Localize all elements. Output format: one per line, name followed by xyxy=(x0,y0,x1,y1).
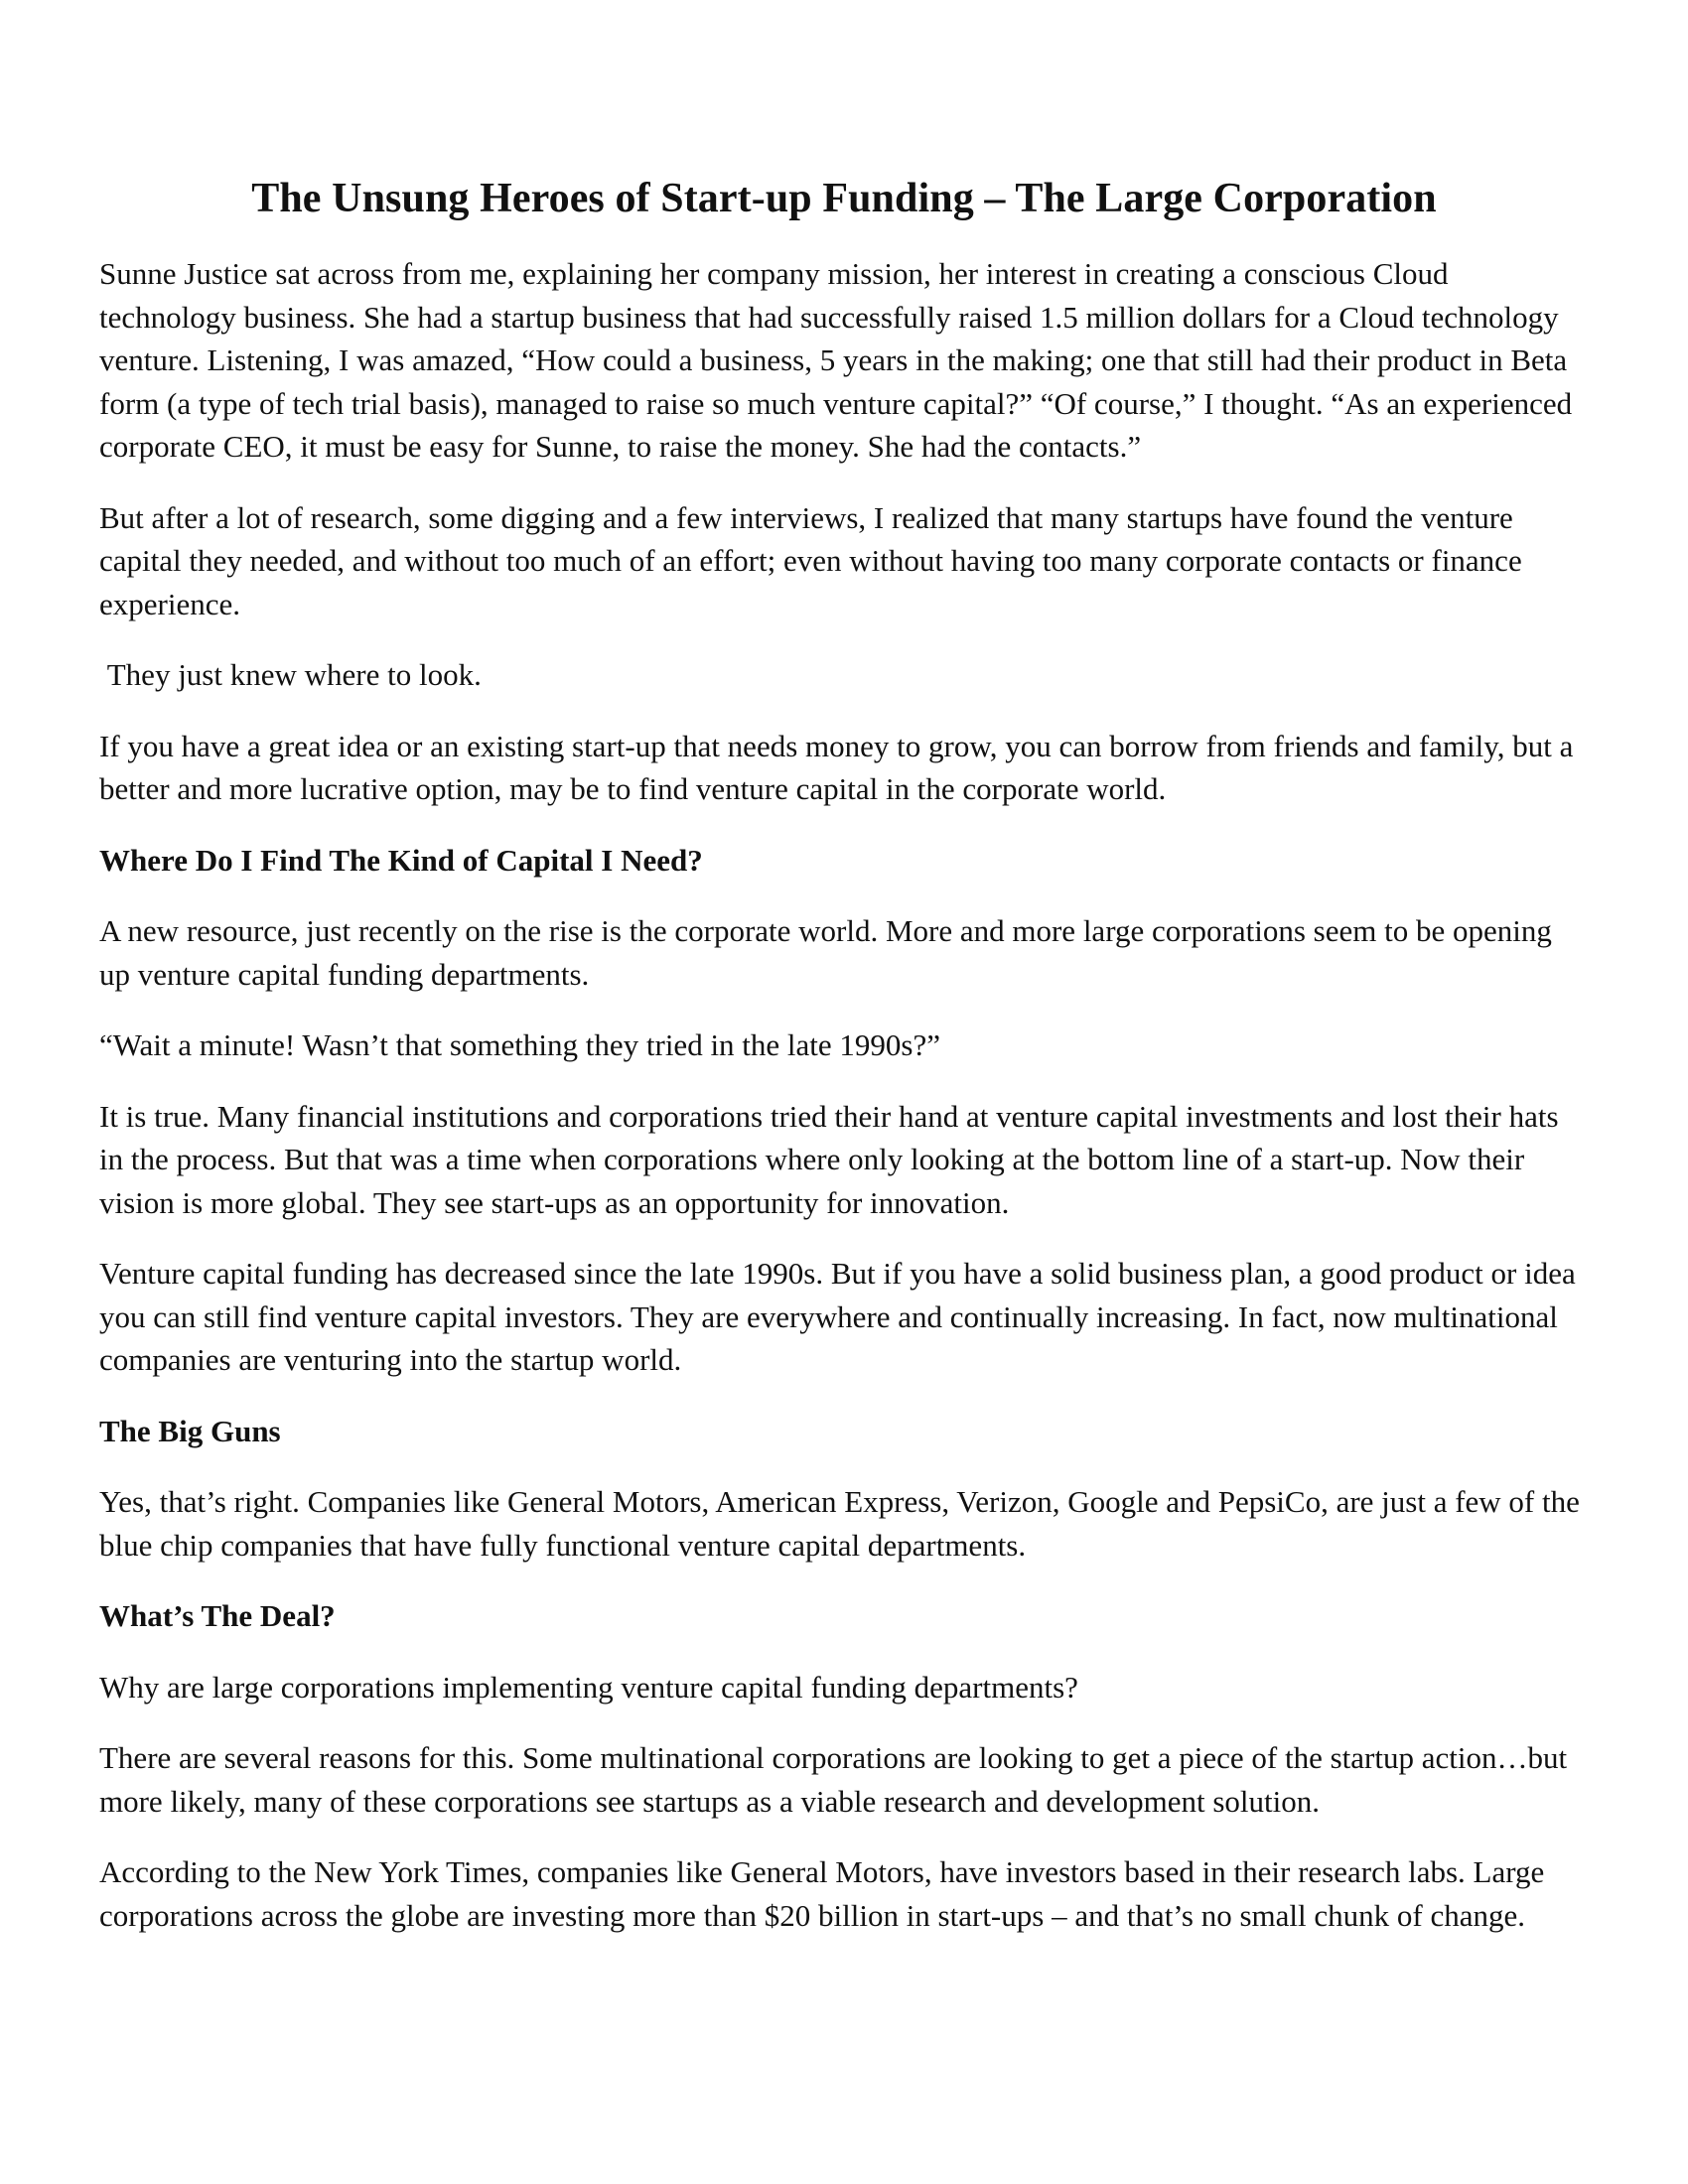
paragraph-it-is-true: It is true. Many financial institutions and corporations tried their hand at venture capital investments and lost their hats in the process. But that was a time when corporations where only looking at the bottom line of a start-up. Now their vision is more global. They see start-ups as an opportunity for innovation. xyxy=(99,1098,1559,1220)
paragraph-several-reasons: There are several reasons for this. Some multinational corporations are looking to get a piece of the startup action…but more likely, many of these corporations see startups as a viable research and development solution. xyxy=(99,1740,1568,1819)
section-heading-big-guns: The Big Guns xyxy=(99,1413,281,1448)
section-heading-where-find-capital: Where Do I Find The Kind of Capital I Need? xyxy=(99,842,703,878)
document-title: The Unsung Heroes of Start-up Funding – The Large Corporation xyxy=(251,176,1437,221)
paragraph-companies-like: Yes, that’s right. Companies like General Motors, American Express, Verizon, Google and PepsiCo, are just a few of the blue chip companies that have fully functional venture capital departments. xyxy=(99,1484,1580,1563)
paragraph-where-to-look: They just knew where to look. xyxy=(99,657,482,692)
paragraph-new-resource: A new resource, just recently on the rise is the corporate world. More and more large corporations seem to be opening up venture capital funding departments. xyxy=(99,913,1552,992)
paragraph-research: But after a lot of research, some digging and a few interviews, I realized that many startups have found the venture capital they needed, and without too much of an effort; even without having too many corporate contacts or finance experience. xyxy=(99,499,1522,621)
paragraph-great-idea: If you have a great idea or an existing start-up that needs money to grow, you can borrow from friends and family, but a better and more lucrative option, may be to find venture capital in the corporate world. xyxy=(99,728,1574,806)
section-heading-whats-the-deal: What’s The Deal? xyxy=(99,1598,336,1633)
paragraph-why-corporations: Why are large corporations implementing venture capital funding departments? xyxy=(99,1669,1078,1705)
paragraph-new-york-times: According to the New York Times, companies like General Motors, have investors based in their research labs. Large corporations across the globe are investing more than $20 billion in start-ups – and that’s no small chunk of change. xyxy=(99,1854,1545,1933)
paragraph-funding-decreased: Venture capital funding has decreased since the late 1990s. But if you have a solid business plan, a good product or idea you can still find venture capital investors. They are everywhere and continually increasing. In fact, now multinational companies are venturing into the startup world. xyxy=(99,1256,1576,1377)
paragraph-intro: Sunne Justice sat across from me, explaining her company mission, her interest in creating a conscious Cloud technology business. She had a startup business that had successfully raised 1.5 million dollars for a Cloud technology venture. Listening, I was amazed, “How could a business, 5 years in the making; one that still had their product in Beta form (a type of tech trial basis), managed to raise so much venture capital?” “Of course,” I thought. “As an experienced corporate CEO, it must be easy for Sunne, to raise the money. She had the contacts.” xyxy=(99,256,1573,464)
paragraph-wait-a-minute: “Wait a minute! Wasn’t that something they tried in the late 1990s?” xyxy=(99,1027,941,1062)
